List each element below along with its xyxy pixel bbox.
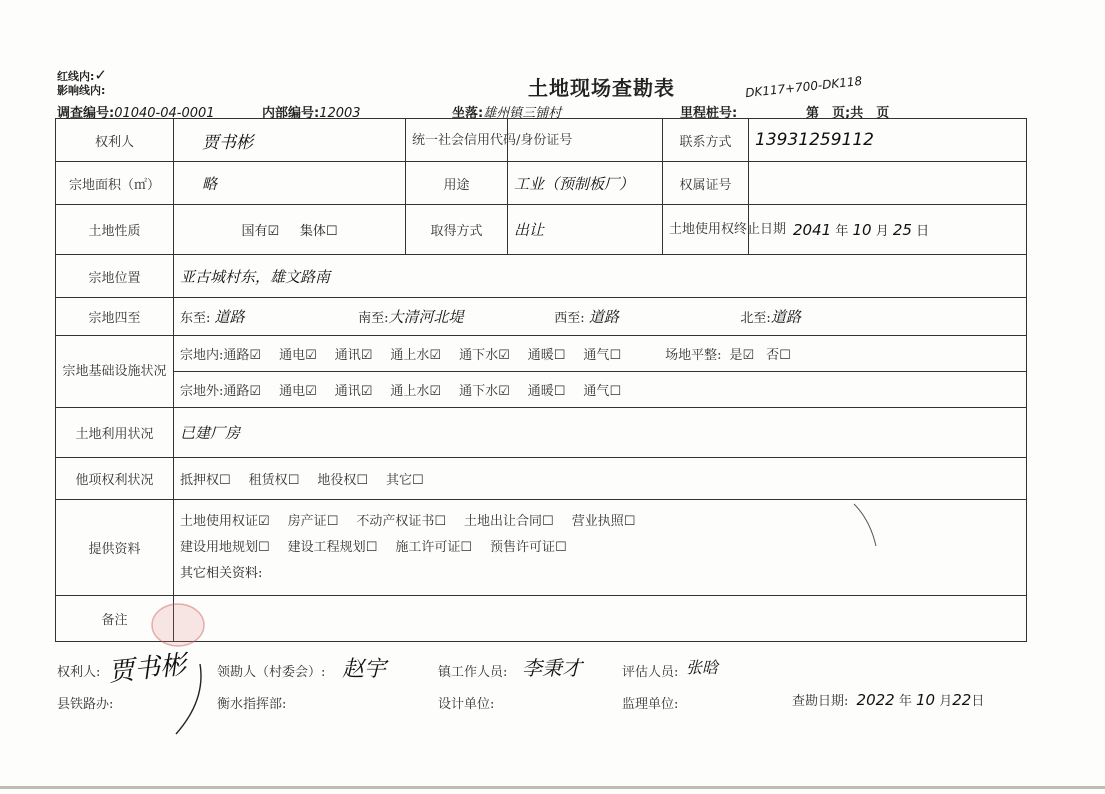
usage-value: 已建厂房: [180, 424, 241, 442]
usage-label: 土地利用状况: [56, 408, 174, 458]
use-label: 用途: [406, 162, 508, 205]
inside-telecom[interactable]: 通讯☑: [334, 348, 373, 363]
acquire-value: 出让: [514, 221, 545, 239]
owner-value: 贾书彬: [202, 132, 253, 153]
contact-value-cell[interactable]: [749, 119, 1027, 162]
infra-outside-row: [56, 372, 1027, 408]
redline-label: 红线内:✓: [57, 66, 107, 84]
infra-inside-label: 宗地内:: [180, 348, 224, 363]
supervision-label: 监理单位:: [622, 697, 679, 712]
use-value-cell[interactable]: [508, 162, 663, 205]
assessor-signature: 张晗: [686, 658, 719, 677]
outside-telecom[interactable]: 通讯☑: [334, 384, 373, 399]
mortgage-option[interactable]: 抵押权☐: [180, 473, 231, 488]
other-option[interactable]: 其它☐: [386, 473, 424, 488]
leveling-no[interactable]: 否☐: [766, 348, 791, 363]
materials-options: [174, 500, 1027, 596]
leveling-yes[interactable]: 是☑: [729, 348, 755, 363]
internal-no: 内部编号:12003: [262, 106, 361, 121]
usage-row: [56, 408, 1027, 458]
form-title: 土地现场查勘表: [528, 76, 675, 100]
materials-row: [56, 500, 1027, 596]
house-cert-option[interactable]: 房产证☐: [287, 513, 339, 529]
easement-option[interactable]: 地役权☐: [317, 473, 369, 488]
location: 坐落:雄州镇三铺村: [452, 106, 562, 121]
inside-gas[interactable]: 通气☐: [583, 348, 622, 363]
collective-option[interactable]: 集体☐: [299, 224, 338, 239]
owner-signature: 贾书彬: [106, 649, 188, 688]
survey-no: 调查编号:01040-04-0001: [57, 106, 215, 121]
presale-permit-option[interactable]: 预售许可证☐: [490, 539, 567, 555]
area-value-cell[interactable]: [174, 162, 406, 205]
survey-table: [55, 118, 1027, 642]
bounds-values: [174, 298, 1027, 336]
real-estate-cert-option[interactable]: 不动产权证书☐: [356, 513, 447, 529]
land-use-cert-option[interactable]: 土地使用权证☑: [180, 513, 270, 529]
inside-power[interactable]: 通电☑: [279, 348, 317, 363]
remark-value[interactable]: [174, 596, 1027, 642]
seal-stamp-icon: [148, 600, 208, 650]
town-staff-signature: 李秉才: [522, 656, 582, 680]
nature-label: 土地性质: [56, 205, 174, 255]
materials-line-2: [180, 535, 1020, 561]
area-row: [56, 162, 1027, 205]
owner-label: 权利人: [56, 119, 174, 162]
owner-row: [56, 119, 1027, 162]
infra-label: 宗地基础设施状况: [56, 336, 174, 408]
inside-heating[interactable]: 通暖☐: [527, 348, 566, 363]
materials-label: 提供资料: [56, 500, 174, 596]
collective-checkbox: ☐: [325, 224, 338, 239]
scan-edge-line: [0, 786, 1105, 789]
outside-water-supply[interactable]: 通上水☑: [390, 384, 442, 399]
usage-value-cell[interactable]: [174, 408, 1027, 458]
position-value-cell[interactable]: [174, 255, 1027, 298]
leveling-label: 场地平整:: [665, 348, 722, 363]
bounds-label: 宗地四至: [56, 298, 174, 336]
contact-label: 联系方式: [663, 119, 749, 162]
north-bound[interactable]: 北至:道路: [740, 308, 801, 326]
survey-date: 查勘日期: 2022 年 10 月22日: [792, 691, 985, 709]
owner-sign: 权利人:: [57, 665, 101, 680]
inside-road[interactable]: 通路☑: [223, 348, 262, 363]
influence-line-label: 影响线内:: [57, 84, 106, 97]
cert-label: 权属证号: [663, 162, 749, 205]
term-label: 土地使用权终止日期: [663, 205, 749, 255]
nature-row: [56, 205, 1027, 255]
west-bound[interactable]: 西至: 道路: [554, 308, 619, 326]
position-value: 亚古城村东，雄文路南: [180, 267, 331, 286]
area-label: 宗地面积（㎡）: [56, 162, 174, 205]
page-count: 第 页;共 页: [806, 106, 890, 121]
materials-line-3: 其它相关资料:: [180, 565, 263, 581]
design-unit-label: 设计单位:: [438, 697, 495, 712]
position-row: [56, 255, 1027, 298]
business-license-option[interactable]: 营业执照☐: [571, 513, 636, 529]
use-value: 工业（预制板厂）: [514, 174, 635, 193]
construction-permit-option[interactable]: 施工许可证☐: [395, 539, 473, 555]
other-rights-options: [174, 458, 1027, 500]
acquire-value-cell[interactable]: [508, 205, 663, 255]
south-bound[interactable]: 南至:大清河北堤: [358, 308, 464, 326]
town-staff-label: 镇工作人员:: [438, 665, 508, 680]
outside-gas[interactable]: 通气☐: [583, 384, 622, 399]
land-plan-option[interactable]: 建设用地规划☐: [180, 539, 270, 555]
inside-drainage[interactable]: 通下水☑: [459, 348, 510, 363]
inside-water-supply[interactable]: 通上水☑: [390, 348, 442, 363]
bounds-row: [56, 298, 1027, 336]
mileage-label: 里程桩号:: [680, 106, 738, 121]
acquire-label: 取得方式: [406, 205, 508, 255]
owner-value-cell[interactable]: [174, 119, 406, 162]
construction-plan-option[interactable]: 建设工程规划☐: [287, 539, 378, 555]
lease-option[interactable]: 租赁权☐: [248, 473, 300, 488]
term-date[interactable]: 2041 年 10 月 25 日: [749, 205, 1027, 255]
position-label: 宗地位置: [56, 255, 174, 298]
contact-value: 13931259112: [755, 130, 874, 150]
other-rights-row: [56, 458, 1027, 500]
hengshui-label: 衡水指挥部:: [217, 697, 287, 712]
assessor-label: 评估人员:: [622, 665, 679, 680]
east-bound[interactable]: 东至: 道路: [180, 308, 245, 326]
remark-label: 备注: [56, 596, 174, 642]
infra-inside: [174, 336, 1027, 372]
guide-sign-label: 领勘人（村委会）:: [217, 665, 326, 680]
outside-drainage[interactable]: 通下水☑: [459, 384, 510, 399]
materials-line-1: [180, 509, 1020, 535]
infra-outside: [174, 372, 1027, 408]
mileage-value: DK117+700-DK118: [744, 73, 863, 101]
nature-options: [174, 205, 406, 255]
county-railway-label: 县铁路办:: [57, 697, 114, 712]
other-rights-label: 他项权利状况: [56, 458, 174, 500]
pen-stroke: [850, 500, 880, 550]
outside-road[interactable]: 通路☑: [223, 384, 262, 399]
infra-inside-row: [56, 336, 1027, 372]
signature-flourish: [170, 660, 210, 740]
cert-value[interactable]: [749, 162, 1027, 205]
transfer-contract-option[interactable]: 土地出让合同☐: [464, 513, 554, 529]
credit-code-label: 统一社会信用代码/身份证号: [406, 119, 508, 162]
infra-outside-label: 宗地外:: [180, 384, 224, 399]
state-owned-checkbox: ☑: [267, 224, 280, 239]
area-value: 略: [202, 174, 218, 193]
state-owned-option[interactable]: 国有☑: [241, 224, 280, 239]
outside-heating[interactable]: 通暖☐: [527, 384, 566, 399]
guide-signature: 赵宇: [342, 657, 387, 682]
redline-check-mark: ✓: [94, 66, 107, 84]
outside-power[interactable]: 通电☑: [279, 384, 317, 399]
